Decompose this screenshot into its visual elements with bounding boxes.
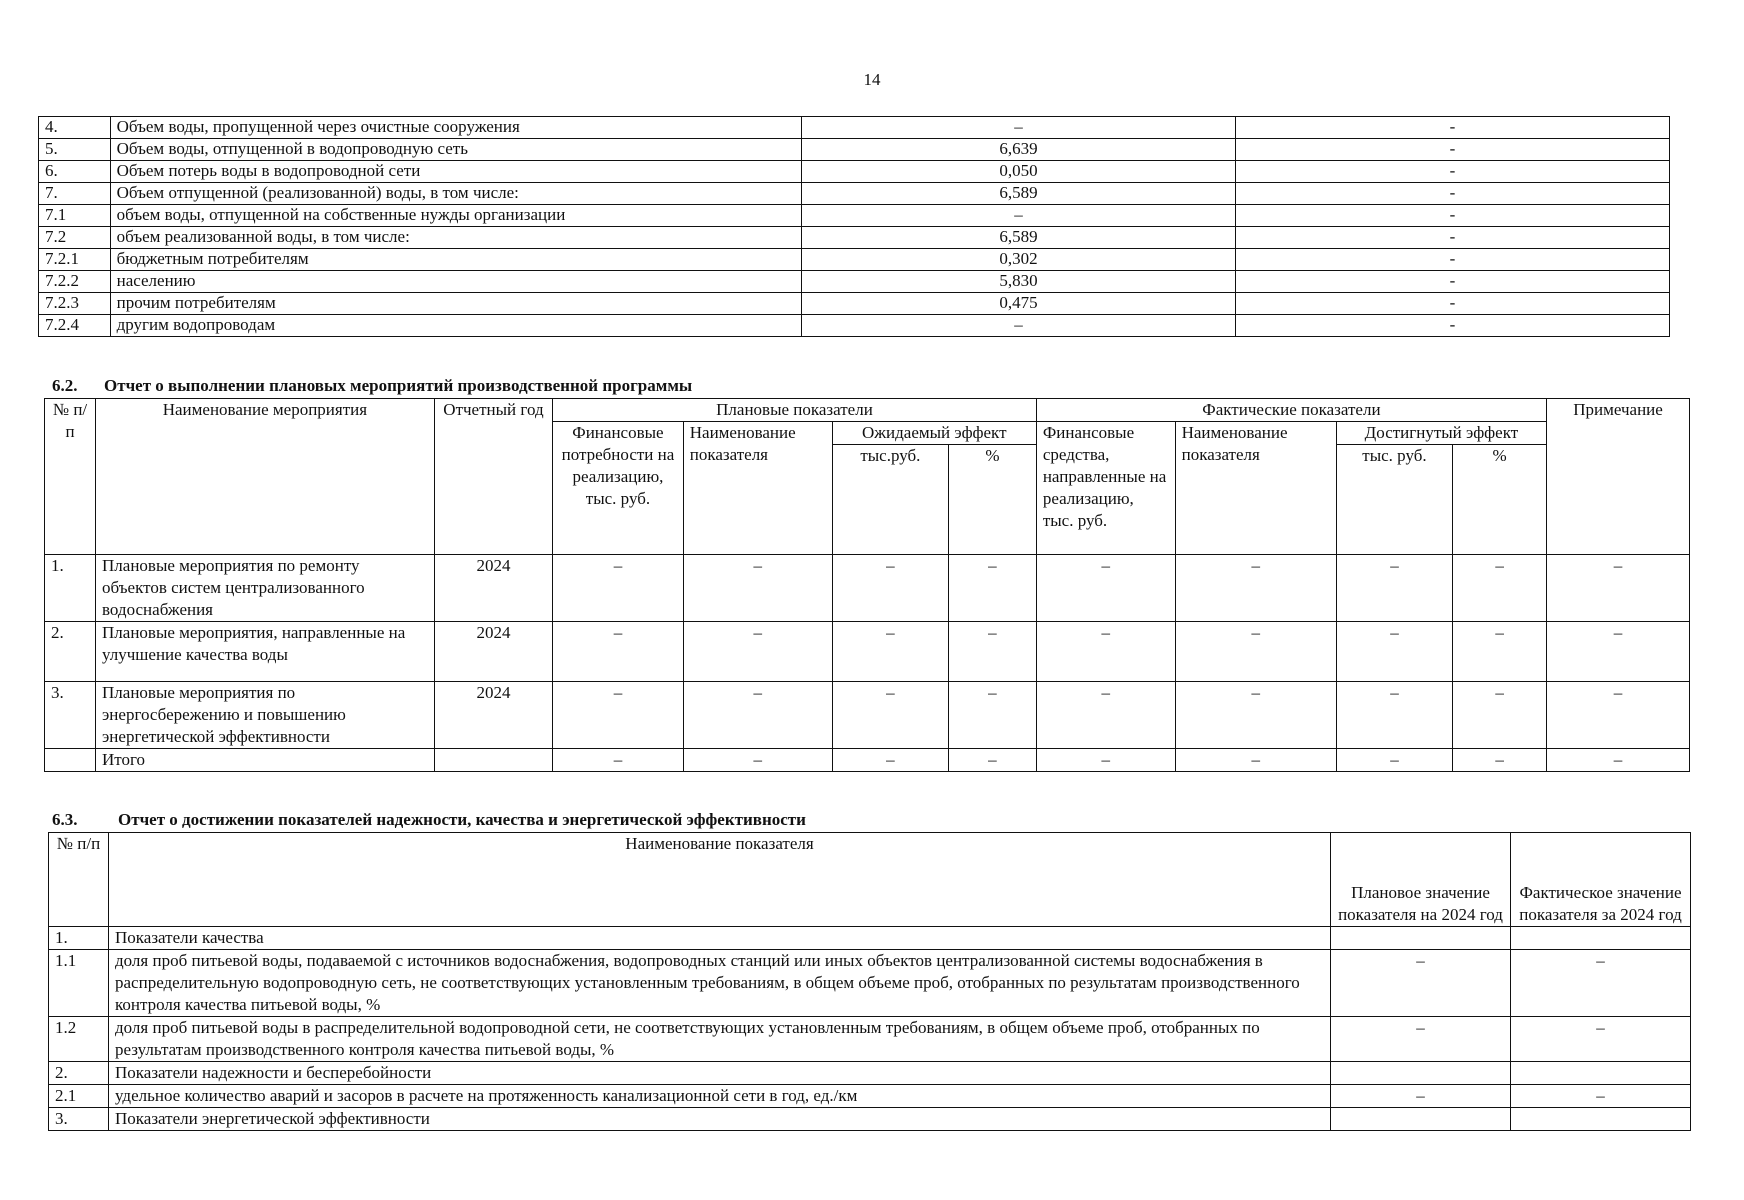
plan-indicator-cell: – <box>683 555 832 622</box>
fact-fin-cell: – <box>1036 622 1175 682</box>
fact-value: - <box>1235 139 1669 161</box>
row-name: населению <box>110 271 801 293</box>
header-fact-pct: % <box>1453 445 1547 555</box>
note-cell: – <box>1547 749 1690 772</box>
plan-value <box>1331 927 1511 950</box>
table-row <box>49 950 1691 1017</box>
header-note: Примечание <box>1547 399 1690 555</box>
row-name: Объем отпущенной (реализованной) воды, в том числе: <box>110 183 801 205</box>
row-number: 7.2 <box>39 227 111 249</box>
table-row <box>39 161 1670 183</box>
table-row <box>49 1017 1691 1062</box>
table-row <box>49 1085 1691 1108</box>
fact-value: – <box>1511 1085 1691 1108</box>
plan-value: – <box>1331 1085 1511 1108</box>
row-number: 7. <box>39 183 111 205</box>
row-number: 2. <box>45 622 96 682</box>
fact-value: - <box>1235 205 1669 227</box>
fact-indicator-cell: – <box>1175 749 1336 772</box>
header-num: № п/п <box>49 833 109 927</box>
plan-value: 6,589 <box>801 183 1235 205</box>
header-plan-pct: % <box>949 445 1037 555</box>
row-number: 1. <box>45 555 96 622</box>
fact-value: - <box>1235 227 1669 249</box>
table-row <box>49 1062 1691 1085</box>
row-number <box>45 749 96 772</box>
plan-indicator-cell: – <box>683 622 832 682</box>
fact-value: - <box>1235 315 1669 337</box>
plan-value: 0,475 <box>801 293 1235 315</box>
row-name: Объем воды, пропущенной через очистные сооружения <box>110 117 801 139</box>
fact-pct-cell: – <box>1453 622 1547 682</box>
row-number: 2.1 <box>49 1085 109 1108</box>
plan-fin-cell: – <box>553 555 684 622</box>
fact-pct-cell: – <box>1453 555 1547 622</box>
row-name: объем воды, отпущенной на собственные нужды организации <box>110 205 801 227</box>
plan-indicator-cell: – <box>683 682 832 749</box>
row-number: 7.2.2 <box>39 271 111 293</box>
row-number: 1.1 <box>49 950 109 1017</box>
table-row <box>49 1108 1691 1131</box>
header-plan-rub: тыс.руб. <box>832 445 948 555</box>
row-name: Показатели надежности и бесперебойности <box>109 1062 1331 1085</box>
table-row <box>39 139 1670 161</box>
row-number: 6. <box>39 161 111 183</box>
plan-indicator-cell: – <box>683 749 832 772</box>
row-number: 7.2.4 <box>39 315 111 337</box>
row-year: 2024 <box>434 682 552 749</box>
plan-pct-cell: – <box>949 682 1037 749</box>
table-row <box>39 315 1670 337</box>
table-row <box>49 927 1691 950</box>
section-6-2-title <box>52 376 692 396</box>
header-fact: Фактическое значение показателя за 2024 год <box>1511 833 1691 927</box>
row-name: Итого <box>96 749 435 772</box>
section-title: Отчет о выполнении плановых мероприятий производственной программы <box>104 376 693 395</box>
header-year: Отчетный год <box>434 399 552 555</box>
table-row <box>39 249 1670 271</box>
plan-pct-cell: – <box>949 622 1037 682</box>
plan-pct-cell: – <box>949 555 1037 622</box>
indicators-table <box>48 832 1691 1131</box>
row-number: 1.2 <box>49 1017 109 1062</box>
plan-pct-cell: – <box>949 749 1037 772</box>
fact-fin-cell: – <box>1036 682 1175 749</box>
row-name: Плановые мероприятия по ремонту объектов систем централизованного водоснабжения <box>96 555 435 622</box>
fact-rub-cell: – <box>1336 555 1452 622</box>
note-cell: – <box>1547 555 1690 622</box>
plan-rub-cell: – <box>832 682 948 749</box>
fact-indicator-cell: – <box>1175 555 1336 622</box>
header-plan-effect: Ожидаемый эффект <box>832 422 1036 445</box>
header-plan: Плановые показатели <box>553 399 1037 422</box>
plan-fin-cell: – <box>553 749 684 772</box>
fact-value: - <box>1235 249 1669 271</box>
fact-indicator-cell: – <box>1175 622 1336 682</box>
header-num: № п/п <box>45 399 96 555</box>
row-number: 4. <box>39 117 111 139</box>
row-name: другим водопроводам <box>110 315 801 337</box>
plan-value: – <box>801 205 1235 227</box>
header-fact-rub: тыс. руб. <box>1336 445 1452 555</box>
plan-value <box>1331 1108 1511 1131</box>
table-row <box>39 271 1670 293</box>
total-row <box>45 749 1690 772</box>
plan-value: – <box>801 117 1235 139</box>
fact-rub-cell: – <box>1336 622 1452 682</box>
row-number: 7.2.1 <box>39 249 111 271</box>
section-title: Отчет о достижении показателей надежности, качества и энергетической эффективности <box>118 810 806 829</box>
header-plan-indicator: Наименование показателя <box>683 422 832 555</box>
row-name: доля проб питьевой воды, подаваемой с источников водоснабжения, водопроводных станций или иных объектов централизованной системы водоснабжения в распределительную водопроводную сеть, не соответствующих установленным требованиям, в общем объеме проб, отобранных по результатам производственного контроля качества питьевой воды, % <box>109 950 1331 1017</box>
plan-rub-cell: – <box>832 622 948 682</box>
table-row <box>45 555 1690 622</box>
fact-value: – <box>1511 950 1691 1017</box>
fact-value: - <box>1235 161 1669 183</box>
row-year: 2024 <box>434 555 552 622</box>
header-name: Наименование показателя <box>109 833 1331 927</box>
fact-rub-cell: – <box>1336 749 1452 772</box>
header-fact-indicator: Наименование показателя <box>1175 422 1336 555</box>
header-fact-fin: Финансовые средства, направленные на реализацию, тыс. руб. <box>1036 422 1175 555</box>
plan-value: 5,830 <box>801 271 1235 293</box>
section-number: 6.3. <box>52 810 78 829</box>
note-cell: – <box>1547 622 1690 682</box>
fact-value <box>1511 927 1691 950</box>
row-name: Плановые мероприятия по энергосбережению и повышению энергетической эффективности <box>96 682 435 749</box>
row-number: 1. <box>49 927 109 950</box>
plan-value: – <box>801 315 1235 337</box>
row-number: 7.2.3 <box>39 293 111 315</box>
header-name: Наименование мероприятия <box>96 399 435 555</box>
table-row <box>39 183 1670 205</box>
section-number: 6.2. <box>52 376 78 395</box>
row-number: 2. <box>49 1062 109 1085</box>
row-name: Объем воды, отпущенной в водопроводную сеть <box>110 139 801 161</box>
table-row <box>45 682 1690 749</box>
row-number: 3. <box>49 1108 109 1131</box>
row-number: 7.1 <box>39 205 111 227</box>
fact-fin-cell: – <box>1036 555 1175 622</box>
table-row <box>39 293 1670 315</box>
row-name: Показатели качества <box>109 927 1331 950</box>
plan-rub-cell: – <box>832 749 948 772</box>
plan-fin-cell: – <box>553 622 684 682</box>
plan-fin-cell: – <box>553 682 684 749</box>
fact-value <box>1511 1062 1691 1085</box>
fact-rub-cell: – <box>1336 682 1452 749</box>
section-6-3-title <box>52 810 806 830</box>
plan-value <box>1331 1062 1511 1085</box>
row-name: прочим потребителям <box>110 293 801 315</box>
fact-pct-cell: – <box>1453 749 1547 772</box>
fact-value: - <box>1235 293 1669 315</box>
fact-pct-cell: – <box>1453 682 1547 749</box>
page-number: 14 <box>863 70 881 89</box>
fact-value: – <box>1511 1017 1691 1062</box>
row-name: доля проб питьевой воды в распределительной водопроводной сети, не соответствующих установленным требованиям, в общем объеме проб, отобранных по результатам производственного контроля качества питьевой воды, % <box>109 1017 1331 1062</box>
fact-value: - <box>1235 271 1669 293</box>
measures-table <box>44 398 1690 772</box>
row-name: Показатели энергетической эффективности <box>109 1108 1331 1131</box>
row-name: бюджетным потребителям <box>110 249 801 271</box>
row-name: Плановые мероприятия, направленные на улучшение качества воды <box>96 622 435 682</box>
plan-value: 0,302 <box>801 249 1235 271</box>
fact-value: - <box>1235 183 1669 205</box>
row-name: удельное количество аварий и засоров в расчете на протяженность канализационной сети в год, ед./км <box>109 1085 1331 1108</box>
header-plan-fin: Финансовые потребности на реализацию, тыс. руб. <box>553 422 684 555</box>
fact-value: - <box>1235 117 1669 139</box>
header-plan: Плановое значение показателя на 2024 год <box>1331 833 1511 927</box>
row-number: 3. <box>45 682 96 749</box>
table-row <box>39 117 1670 139</box>
row-year <box>434 749 552 772</box>
fact-indicator-cell: – <box>1175 682 1336 749</box>
water-volume-table <box>38 116 1670 337</box>
fact-fin-cell: – <box>1036 749 1175 772</box>
row-name: Объем потерь воды в водопроводной сети <box>110 161 801 183</box>
plan-value: 0,050 <box>801 161 1235 183</box>
plan-value: – <box>1331 1017 1511 1062</box>
plan-value: – <box>1331 950 1511 1017</box>
row-year: 2024 <box>434 622 552 682</box>
fact-value <box>1511 1108 1691 1131</box>
row-number: 5. <box>39 139 111 161</box>
note-cell: – <box>1547 682 1690 749</box>
table-row <box>45 622 1690 682</box>
plan-rub-cell: – <box>832 555 948 622</box>
header-fact: Фактические показатели <box>1036 399 1546 422</box>
plan-value: 6,589 <box>801 227 1235 249</box>
table-row <box>39 227 1670 249</box>
table-row <box>39 205 1670 227</box>
plan-value: 6,639 <box>801 139 1235 161</box>
header-fact-effect: Достигнутый эффект <box>1336 422 1546 445</box>
row-name: объем реализованной воды, в том числе: <box>110 227 801 249</box>
